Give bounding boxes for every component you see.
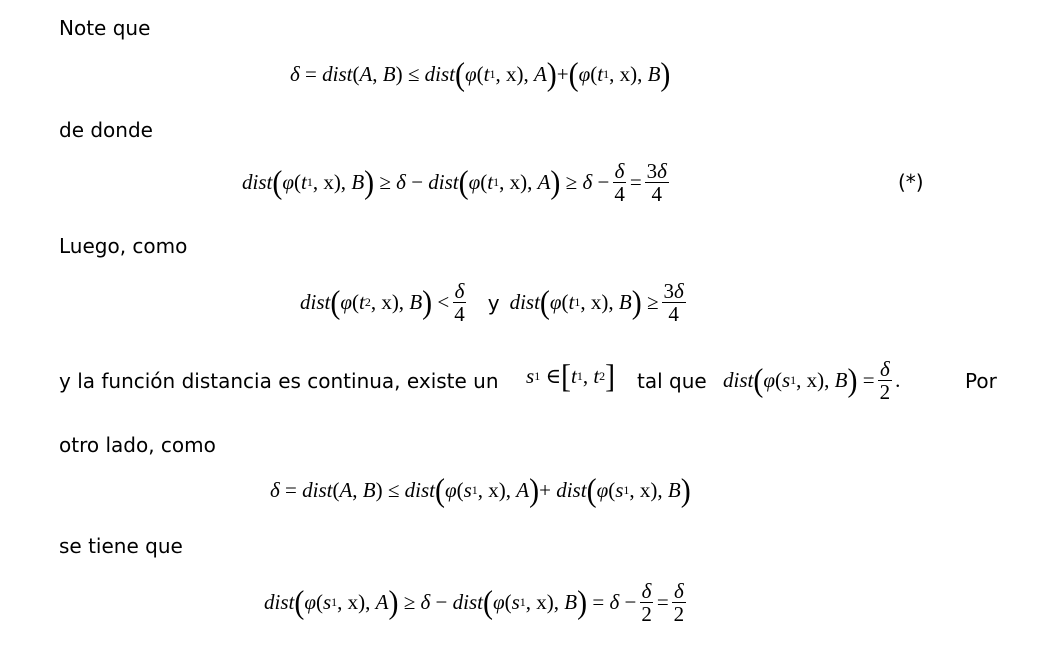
text-note-que: Note que xyxy=(59,16,151,40)
text-de-donde: de donde xyxy=(59,118,153,142)
text-y-la-funcion: y la función distancia es continua, existe un xyxy=(59,369,499,393)
text-se-tiene-que: se tiene que xyxy=(59,534,183,558)
equation-2: dist ( φ ( t 1 , x), B ) ≥ δ − dist ( φ ( t 1 , x), A ) ≥ δ − $\frac{\delta}{4}$ = $\frac{3\delta}{4}$ xyxy=(242,159,667,206)
text-y-connector: y xyxy=(487,290,500,315)
equation-4: δ = dist ( A , B ) ≤ dist ( φ ( s 1 , x), A ) + dist ( φ ( s 1 , x), B ) xyxy=(270,471,691,509)
text-por: Por xyxy=(965,369,997,393)
inline-math-s1: s 1 ∈ [ t 1 , t 2 ] xyxy=(526,357,616,395)
equation-5: dist ( φ ( s 1 , x), A ) ≥ δ − dist ( φ ( s 1 , x), B ) = δ − $\frac{\delta}{2}$ = $\frac{\delta}{2}$ xyxy=(264,579,685,626)
text-otro-lado: otro lado, como xyxy=(59,433,216,457)
equation-tag: (*) xyxy=(898,170,924,194)
text-luego-como: Luego, como xyxy=(59,234,188,258)
inline-math-dist-half: dist ( φ ( s 1 , x), B ) = $\frac{\delta}{2}$ . xyxy=(723,357,901,404)
equation-3: dist ( φ ( t 2 , x), B ) < $\frac{\delta}{4}$ y dist ( φ ( t 1 , x), B ) ≥ $\frac{3\delta}{4}$ xyxy=(300,279,684,326)
equation-1: δ = dist ( A , B ) ≤ dist ( φ ( t 1 , x), A ) + ( φ ( t 1 , x), B ) xyxy=(290,55,671,93)
text-tal-que: tal que xyxy=(637,369,707,393)
